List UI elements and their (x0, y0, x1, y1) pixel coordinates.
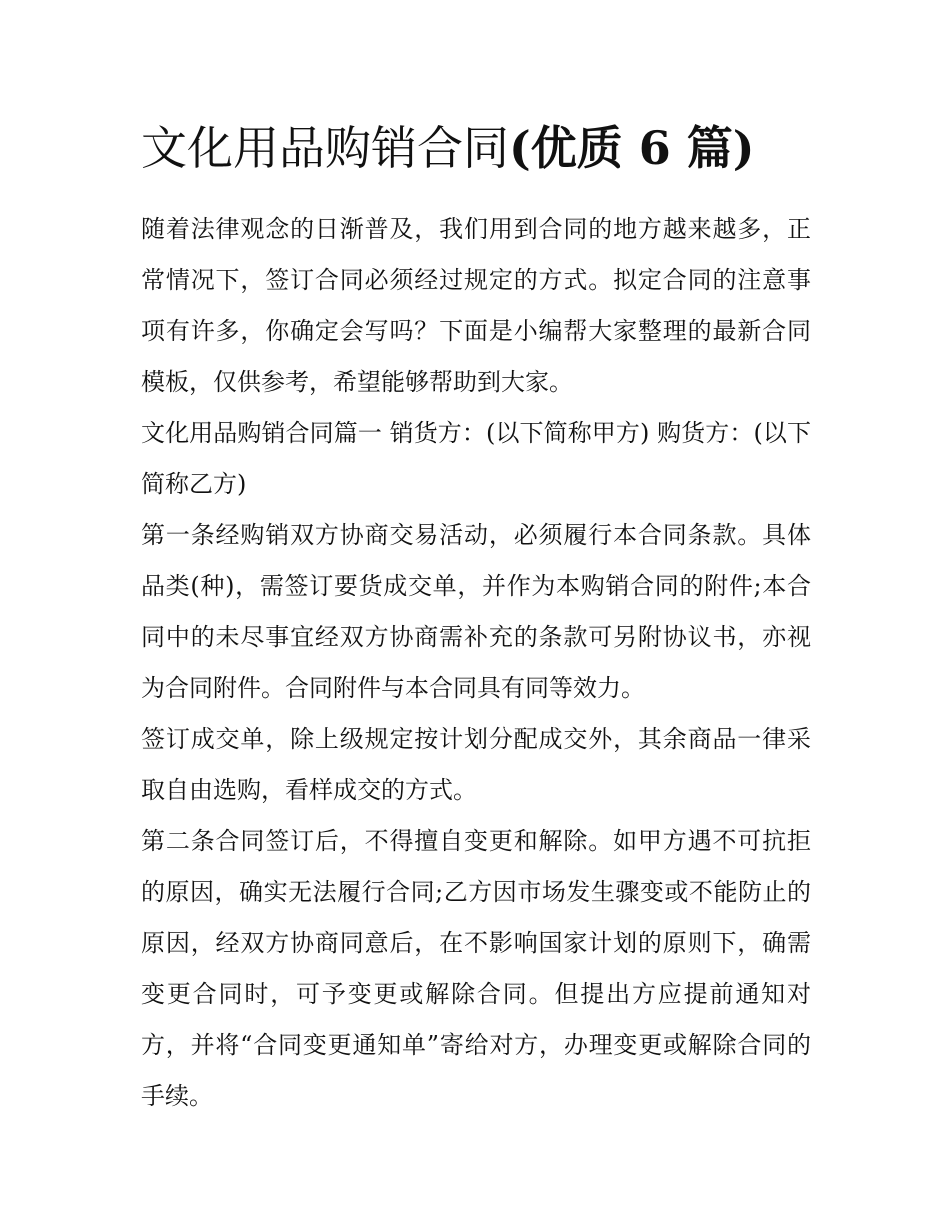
transaction-paragraph: 签订成交单，除上级规定按计划分配成交外，其余商品一律采取自由选购，看样成交的方式。 (141, 725, 811, 804)
title-text: 文化用品购销合同 (141, 121, 509, 175)
section-heading-paragraph: 文化用品购销合同篇一 销货方：(以下简称甲方) 购货方：(以下简称乙方) (141, 419, 811, 498)
title-suffix: (优质 6 篇) (509, 121, 755, 175)
article-one-paragraph: 第一条经购销双方协商交易活动，必须履行本合同条款。具体品类(种)，需签订要货成交单，并作为本购销合同的附件;本合同中的未尽事宜经双方协商需补充的条款可另附协议书，亦视为合同附件。合同附件与本合同具有同等效力。 (141, 521, 811, 702)
document-body (141, 112, 811, 1122)
intro-paragraph: 随着法律观念的日渐普及，我们用到合同的地方越来越多，正常情况下，签订合同必须经过规定的方式。拟定合同的注意事项有许多，你确定会写吗？下面是小编帮大家整理的最新合同模板，仅供参考，希望能够帮助到大家。 (141, 215, 811, 396)
article-two-paragraph: 第二条合同签订后，不得擅自变更和解除。如甲方遇不可抗拒的原因，确实无法履行合同;乙方因市场发生骤变或不能防止的原因，经双方协商同意后，在不影响国家计划的原则下，确需变更合同时，可予变更或解除合同。但提出方应提前通知对方，并将“合同变更通知单”寄给对方，办理变更或解除合同的手续。 (141, 827, 811, 1110)
document-title (141, 112, 811, 184)
